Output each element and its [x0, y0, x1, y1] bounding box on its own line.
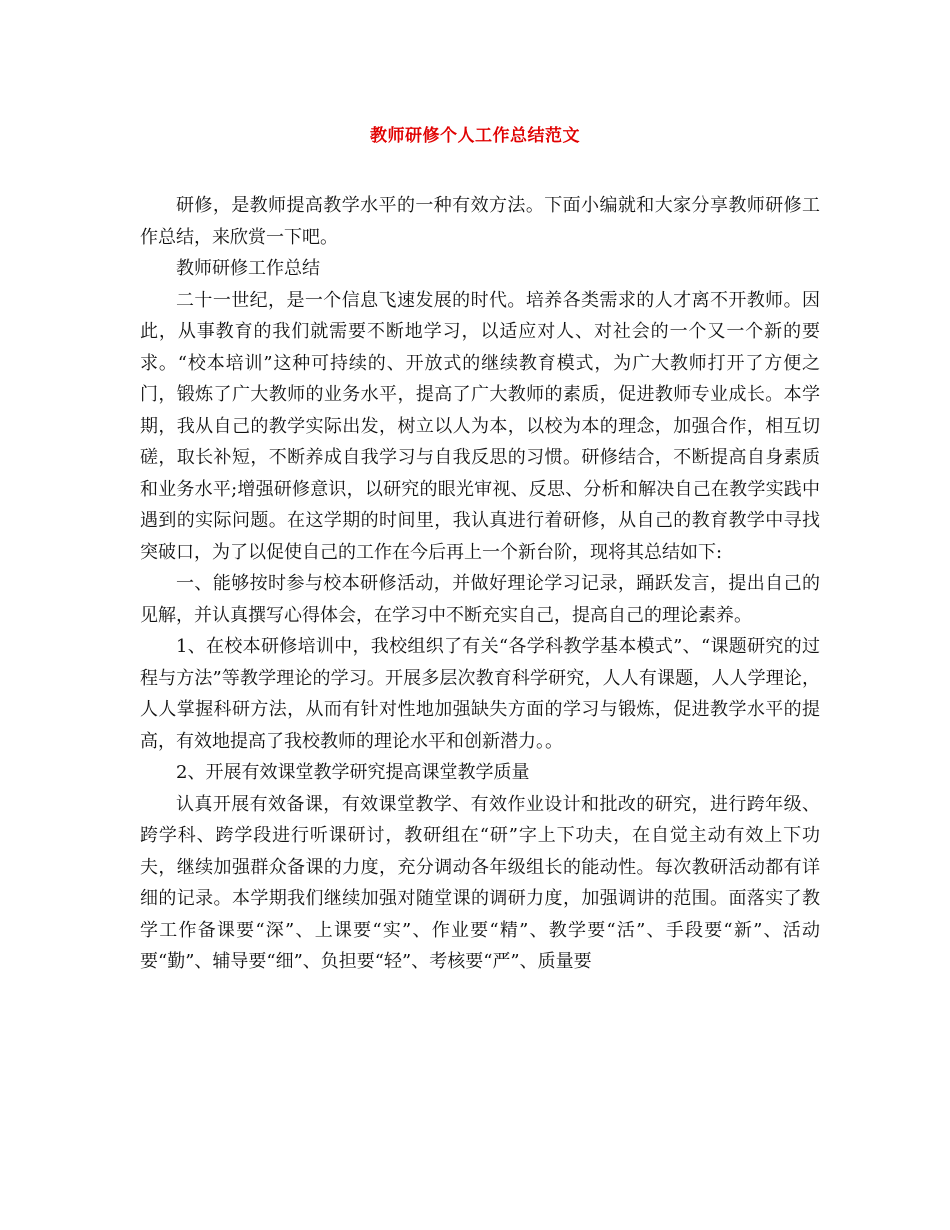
paragraph-item-1: 1、在校本研修培训中，我校组织了有关“各学科教学基本模式”、“课题研究的过程与方法”等教学理论的学习。开展多层次教育科学研究，人人有课题，人人学理论，人人掌握科研方法，从而有针对性地加强缺失方面的学习与锻炼，促进教学水平的提高，有效地提高了我校教师的理论水平和创新潜力。。: [140, 636, 820, 752]
document-body: [140, 190, 820, 978]
paragraph-intro: 研修，是教师提高教学水平的一种有效方法。下面小编就和大家分享教师研修工作总结，来欣赏一下吧。: [140, 195, 820, 248]
paragraph-item-2-body: 认真开展有效备课，有效课堂教学、有效作业设计和批改的研究，进行跨年级、跨学科、跨学段进行听课研讨，教研组在“研”字上下功夫，在自觉主动有效上下功夫，继续加强群众备课的力度，充分调动各年级组长的能动性。每次教研活动都有详细的记录。本学期我们继续加强对随堂课的调研力度，加强调讲的范围。面落实了教学工作备课要“深”、上课要“实”、作业要“精”、教学要“活”、手段要“新”、活动要“勤”、辅导要“细”、负担要“轻”、考核要“严”、质量要: [140, 793, 820, 972]
paragraph-item-2-heading: 2、开展有效课堂教学研究提高课堂教学质量: [176, 762, 530, 783]
paragraph-subtitle: 教师研修工作总结: [176, 258, 320, 279]
document-title: 教师研修个人工作总结范文: [370, 126, 580, 146]
paragraph-background: 二十一世纪，是一个信息飞速发展的时代。培养各类需求的人才离不开教师。因此，从事教育的我们就需要不断地学习，以适应对人、对社会的一个又一个新的要求。“校本培训”这种可持续的、开放式的继续教育模式，为广大教师打开了方便之门，锻炼了广大教师的业务水平，提高了广大教师的素质，促进教师专业成长。本学期，我从自己的教学实际出发，树立以人为本，以校为本的理念，加强合作，相互切磋，取长补短，不断养成自我学习与自我反思的习惯。研修结合，不断提高自身素质和业务水平;增强研修意识，以研究的眼光审视、反思、分析和解决自己在教学实践中遇到的实际问题。在这学期的时间里，我认真进行着研修，从自己的教育教学中寻找突破口，为了以促使自己的工作在今后再上一个新台阶，现将其总结如下:: [140, 289, 820, 563]
paragraph-point-one: 一、能够按时参与校本研修活动，并做好理论学习记录，踊跃发言，提出自己的见解，并认真撰写心得体会，在学习中不断充实自己，提高自己的理论素养。: [140, 573, 820, 626]
